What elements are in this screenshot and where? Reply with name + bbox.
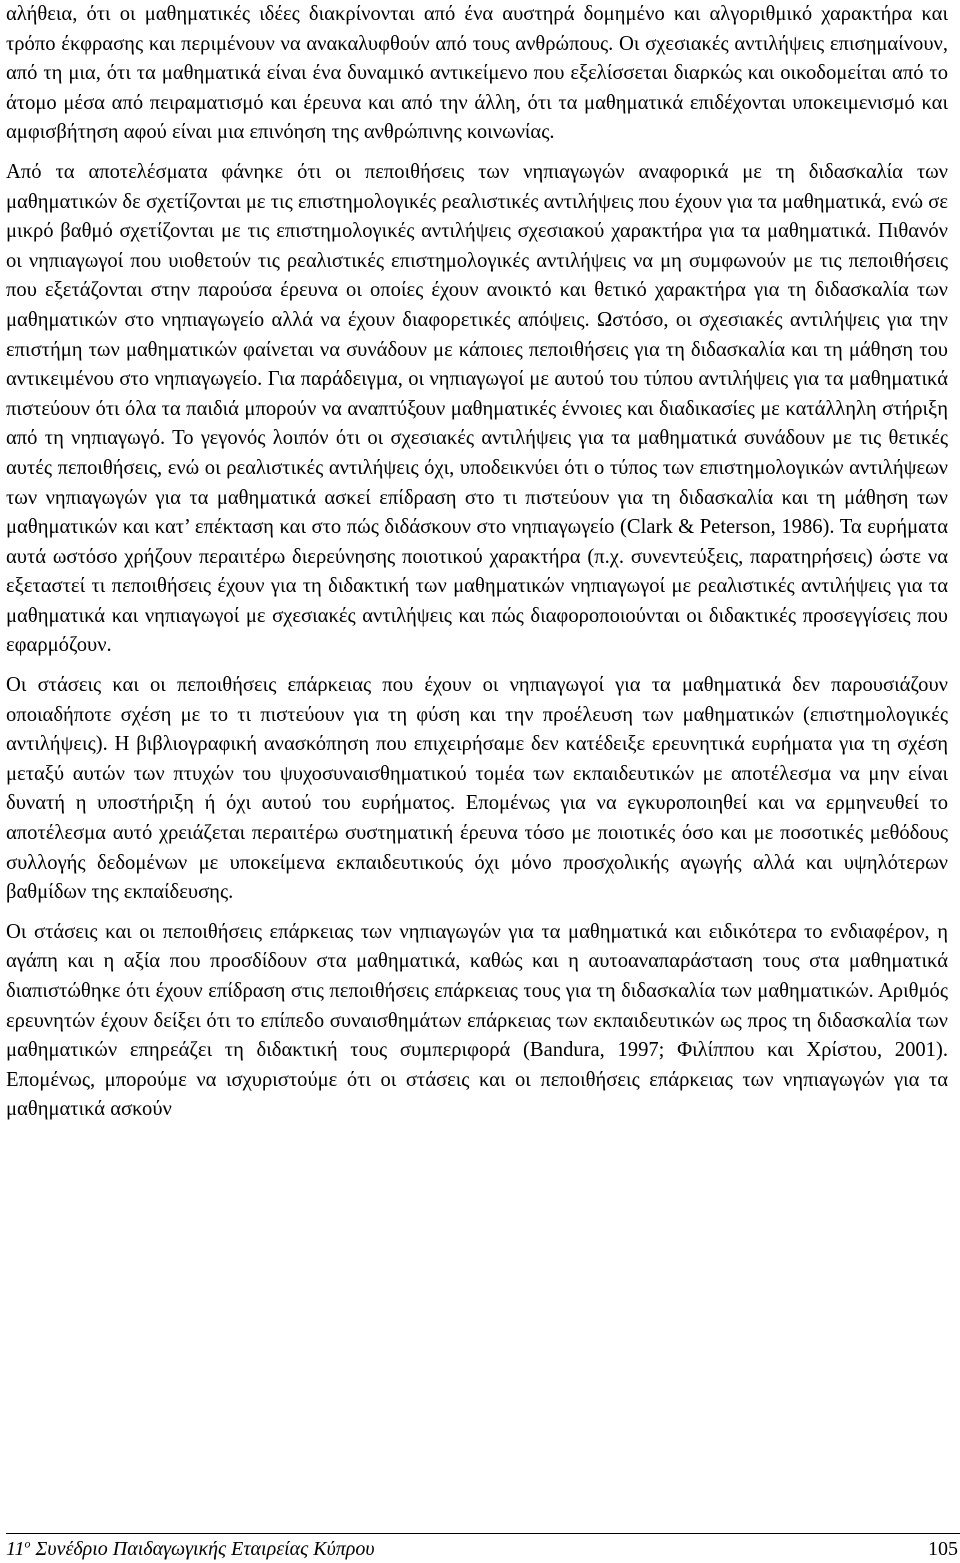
- page-footer: [6, 1533, 960, 1563]
- paragraph-results: Από τα αποτελέσματα φάνηκε ότι οι πεποιθήσεις των νηπιαγωγών αναφορικά με τη διδασκαλία των μαθηματικών δε σχετίζονται με τις επιστημολογικές ρεαλιστικές αντιλήψεις που έχουν για τα μαθηματικά, ενώ σε μικρό βαθμό σχετίζονται με τις επιστημολογικές αντιλήψεις σχεσιακού χαρακτήρα για τα μαθηματικά. Πιθανόν οι νηπιαγωγοί που υιοθετούν τις ρεαλιστικές επιστημολογικές αντιλήψεις να μη συμφωνούν με τις πεποιθήσεις που εξετάζονται στην παρούσα έρευνα οι οποίες έχουν ανοικτό και θετικό χαρακτήρα για τη διδασκαλία των μαθηματικών στο νηπιαγωγείο αλλά να έχουν διαφορετικές απόψεις. Ωστόσο, οι σχεσιακές αντιλήψεις για την επιστήμη των μαθηματικών φαίνεται να συνάδουν με κάποιες πεποιθήσεις για τη διδασκαλία και τη μάθηση του αντικειμένου στο νηπιαγωγείο. Για παράδειγμα, οι νηπιαγωγοί με αυτού του τύπου αντιλήψεις για τα μαθηματικά πιστεύουν ότι όλα τα παιδιά μπορούν να αναπτύξουν μαθηματικές έννοιες και διαδικασίες με κατάλληλη στήριξη από τη νηπιαγωγό. Το γεγονός λοιπόν ότι οι σχεσιακές αντιλήψεις για τα μαθηματικά συνάδουν με τις θετικές αυτές πεποιθήσεις, ενώ οι ρεαλιστικές αντιλήψεις όχι, υποδεικνύει ότι ο τύπος των επιστημολογικών αντιλήψεων των νηπιαγωγών για τα μαθηματικά ασκεί επίδραση στο τι πιστεύουν για τη διδασκαλία και τη μάθηση των μαθηματικών και κατ’ επέκταση και στο πώς διδάσκουν στο νηπιαγωγείο (Clark & Peterson, 1986). Τα ευρήματα αυτά ωστόσο χρήζουν περαιτέρω διερεύνησης ποιοτικού χαρακτήρα (π.χ. συνεντεύξεις, παρατηρήσεις) ώστε να εξεταστεί τι πεποιθήσεις έχουν για τη διδακτική των μαθηματικών νηπιαγωγοί με ρεαλιστικές αντιλήψεις για τα μαθηματικά και νηπιαγωγοί με σχεσιακές αντιλήψεις και πώς διαφοροποιούνται οι διδακτικές προσεγγίσεις που εφαρμόζουν.: [6, 160, 948, 657]
- page-number: 105: [928, 1538, 958, 1560]
- footer-conference-title: [6, 1537, 375, 1561]
- paragraph-continuation: αλήθεια, ότι οι μαθηματικές ιδέες διακρίνονται από ένα αυστηρά δομημένο και αλγοριθμικό χαρακτήρα και τρόπο έκφρασης και περιμένουν να ανακαλυφθούν από τους ανθρώπους. Οι σχεσιακές αντιλήψεις επισημαίνουν, από τη μια, ότι τα μαθηματικά είναι ένα δυναμικό αντικείμενο που εξελίσσεται διαρκώς και οικοδομείται από το άτομο μέσα από πειραματισμό και έρευνα και από την άλλη, ότι τα μαθηματικά επιδέχονται υποκειμενισμό και αμφισβήτηση αφού είναι μια επινόηση της ανθρώπινης κοινωνίας.: [6, 3, 948, 144]
- footer-divider: [6, 1533, 960, 1534]
- conference-number: 11: [6, 1538, 25, 1560]
- document-body: [6, 0, 948, 1125]
- conference-name: Συνέδριο Παιδαγωγικής Εταιρείας Κύπρου: [30, 1538, 375, 1560]
- paragraph-attitudes: Οι στάσεις και οι πεποιθήσεις επάρκειας που έχουν οι νηπιαγωγοί για τα μαθηματικά δεν παρουσιάζουν οποιαδήποτε σχέση με το τι πιστεύουν για τη φύση και την προέλευση των μαθηματικών (επιστημολογικές αντιλήψεις). Η βιβλιογραφική ανασκόπηση που επιχειρήσαμε δεν κατέδειξε ερευνητικά ευρήματα για τη σχέση μεταξύ αυτών των πτυχών του ψυχοσυναισθηματικού τομέα των εκπαιδευτικών με αποτέλεσμα να μην είναι δυνατή η υποστήριξη ή όχι αυτού του ευρήματος. Επομένως για να εγκυροποιηθεί και να ερμηνευθεί το αποτέλεσμα αυτό χρειάζεται περαιτέρω συστηματική έρευνα τόσο με ποιοτικές όσο και με ποσοτικές μεθόδους συλλογής δεδομένων με υποκείμενα εκπαιδευτικούς όχι μόνο προσχολικής αγωγής αλλά και υψηλότερων βαθμίδων της εκπαίδευσης.: [6, 674, 948, 904]
- paragraph-efficacy: Οι στάσεις και οι πεποιθήσεις επάρκειας των νηπιαγωγών για τα μαθηματικά και ειδικότερα το ενδιαφέρον, η αγάπη και η αξία που προσδίδουν στα μαθηματικά, καθώς και η αυτοαναπαράσταση τους στα μαθηματικά διαπιστώθηκε ότι έχουν επίδραση στις πεποιθήσεις επάρκειας τους για τη διδασκαλία των μαθηματικών. Αριθμός ερευνητών έχουν δείξει ότι το επίπεδο συναισθημάτων επάρκειας των εκπαιδευτικών ως προς τη διδασκαλία των μαθηματικών επηρεάζει τη διδακτική τους συμπεριφορά (Bandura, 1997; Φιλίππου και Χρίστου, 2001). Επομένως, μπορούμε να ισχυριστούμε ότι οι στάσεις και οι πεποιθήσεις επάρκειας των νηπιαγωγών για τα μαθηματικά ασκούν: [6, 920, 948, 1121]
- ordinal-superscript: ο: [24, 1536, 31, 1551]
